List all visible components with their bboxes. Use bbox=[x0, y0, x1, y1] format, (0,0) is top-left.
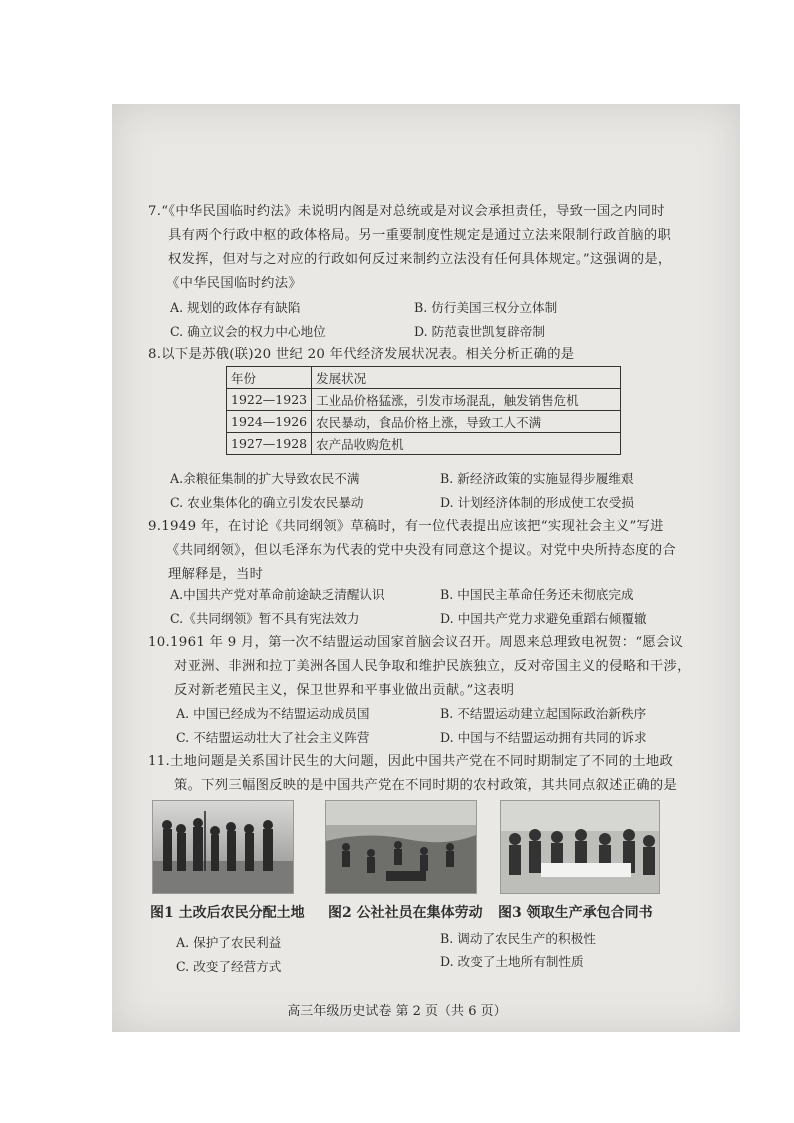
q8-line-1: 8.以下是苏俄(联)20 世纪 20 年代经济发展状况表。相关分析正确的是 bbox=[148, 347, 575, 362]
q10-option-d: D. 中国与不结盟运动拥有共同的诉求 bbox=[440, 730, 647, 745]
table-cell-status: 农产品收购危机 bbox=[312, 433, 621, 455]
photo-land-distribution bbox=[152, 800, 294, 894]
caption-figure-1: 图1 土改后农民分配土地 bbox=[150, 905, 305, 921]
q10-line-1: 10.1961 年 9 月，第一次不结盟运动国家首脑会议召开。周恩来总理致电祝贺：“愿会议 bbox=[148, 635, 684, 650]
q11-option-a: A. 保护了农民利益 bbox=[176, 935, 282, 950]
q9-option-a: A.中国共产党对革命前途缺乏清醒认识 bbox=[170, 587, 385, 602]
table-cell-year: 1927—1928 bbox=[227, 433, 312, 455]
q9-line-1: 9.1949 年，在讨论《共同纲领》草稿时，有一位代表提出应该把“实现社会主义”写进 bbox=[148, 519, 664, 534]
table-cell-status: 工业品价格猛涨，引发市场混乱，触发销售危机 bbox=[312, 389, 621, 411]
q7-line-2: 具有两个行政中枢的政体格局。另一重要制度性规定是通过立法来限制行政首脑的职 bbox=[168, 228, 672, 243]
q10-option-b: B. 不结盟运动建立起国际政治新秩序 bbox=[440, 706, 647, 721]
q9-option-d: D. 中国共产党力求避免重蹈右倾覆辙 bbox=[440, 611, 647, 626]
table-row bbox=[227, 389, 621, 411]
table-cell-status: 农民暴动，食品价格上涨，导致工人不满 bbox=[312, 411, 621, 433]
q7-option-b: B. 仿行美国三权分立体制 bbox=[414, 300, 558, 315]
q10-line-2: 对亚洲、非洲和拉丁美洲各国人民争取和维护民族独立，反对帝国主义的侵略和干涉， bbox=[174, 659, 691, 674]
page-footer: 高三年级历史试卷 第 2 页（共 6 页） bbox=[287, 1004, 507, 1019]
table-header-status: 发展状况 bbox=[312, 367, 621, 389]
photo-collective-labor bbox=[325, 800, 477, 894]
table-cell-year: 1924—1926 bbox=[227, 411, 312, 433]
q9-line-2: 《共同纲领》，但以毛泽东为代表的党中央没有同意这个提议。对党中央所持态度的合 bbox=[166, 543, 677, 558]
table-header-year: 年份 bbox=[227, 367, 312, 389]
q7-line-3: 权发挥，但对与之对应的行政如何反过来制约立法没有任何具体规定。”这强调的是， bbox=[168, 252, 672, 267]
q10-option-a: A. 中国已经成为不结盟运动成员国 bbox=[176, 706, 370, 721]
q8-option-b: B. 新经济政策的实施显得步履维艰 bbox=[440, 471, 634, 486]
q8-option-c: C. 农业集体化的确立引发农民暴动 bbox=[170, 495, 364, 510]
table-cell-year: 1922—1923 bbox=[227, 389, 312, 411]
table-row bbox=[227, 433, 621, 455]
q7-line-1: 7.“《中华民国临时约法》未说明内阁是对总统或是对议会承担责任，导致一国之内同时 bbox=[148, 204, 665, 219]
q11-option-d: D. 改变了土地所有制性质 bbox=[440, 954, 584, 969]
photo-contract-signing bbox=[500, 800, 660, 894]
q11-option-b: B. 调动了农民生产的积极性 bbox=[440, 931, 596, 946]
q8-option-d: D. 计划经济体制的形成使工农受损 bbox=[440, 495, 634, 510]
caption-figure-2: 图2 公社社员在集体劳动 bbox=[328, 905, 483, 921]
q7-option-c: C. 确立议会的权力中心地位 bbox=[170, 324, 326, 339]
q10-line-3: 反对新老殖民主义，保卫世界和平事业做出贡献。”这表明 bbox=[174, 683, 515, 698]
q9-option-c: C.《共同纲领》暂不具有宪法效力 bbox=[170, 611, 360, 626]
q9-line-3: 理解释是，当时 bbox=[168, 567, 264, 582]
q7-line-4: 《中华民国临时约法》 bbox=[166, 276, 302, 291]
q10-option-c: C. 不结盟运动壮大了社会主义阵营 bbox=[176, 730, 370, 745]
economy-table bbox=[226, 366, 621, 455]
table-row bbox=[227, 411, 621, 433]
q8-option-a: A.余粮征集制的扩大导致农民不满 bbox=[170, 471, 360, 486]
q7-option-a: A. 规划的政体存有缺陷 bbox=[170, 300, 301, 315]
q7-option-d: D. 防范袁世凯复辟帝制 bbox=[414, 324, 545, 339]
q9-option-b: B. 中国民主革命任务还未彻底完成 bbox=[440, 587, 634, 602]
caption-figure-3: 图3 领取生产承包合同书 bbox=[498, 905, 653, 921]
q11-option-c: C. 改变了经营方式 bbox=[176, 959, 282, 974]
table-header-row bbox=[227, 367, 621, 389]
q11-line-2: 策。下列三幅图反映的是中国共产党在不同时期的农村政策，其共同点叙述正确的是 bbox=[174, 778, 678, 793]
q11-line-1: 11.土地问题是关系国计民生的大问题，因此中国共产党在不同时期制定了不同的土地政 bbox=[148, 754, 674, 769]
